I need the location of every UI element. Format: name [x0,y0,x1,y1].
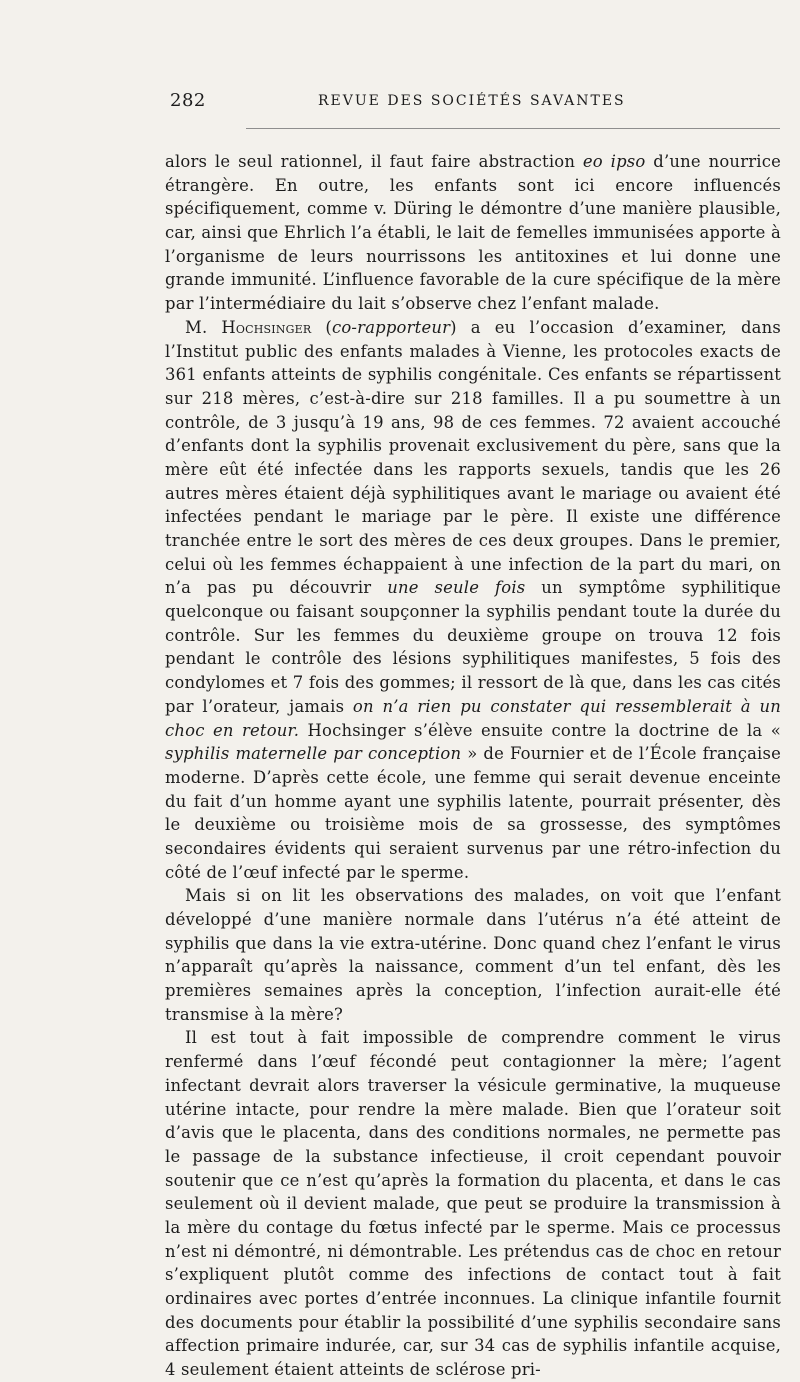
header-rule [246,128,780,129]
text-run: ) a eu l’occasion d’examiner, dans l’Institut public des enfants malades à Vienne, les protocoles exacts de 361 enfants atteints de syphilis congénitale. Ces enfants se répartissent sur 218 mères, c’est-à-dire sur 218 familles. Il a pu soumettre à un contrôle, de 3 jusqu’à 19 ans, 98 de ces femmes. 72 avaient accouché d’enfants dont la syphilis provenait exclusivement du père, sans que la mère eût été infectée dans les rapports sexuels, tandis que les 26 autres mères étaient déjà syphilitiques avant le mariage ou avaient été infectées pendant le mariage par le père. Il existe une différence tranchée entre le sort des mères de ces deux groupes. Dans le premier, celui où les femmes échappaient à une infection de la part du mari, on n’a pas pu découvrir [165,317,781,598]
running-head [170,90,780,116]
paragraph [165,150,781,316]
text-run: Hochsinger s’élève ensuite contre la doctrine de la « [299,720,781,740]
author-name: Hochsinger [221,317,312,337]
journal-title: REVUE DES SOCIÉTÉS SAVANTES [318,93,626,109]
paragraph [165,316,781,885]
paragraph [165,1026,781,1381]
paragraph [165,884,781,1026]
text-run: Il est tout à fait impossible de comprendre comment le virus renfermé dans l’œuf fécondé peut contagionner la mère; l’agent infectant devrait alors traverser la vésicule germinative, la muqueuse utérine intacte, pour rendre la mère malade. Bien que l’orateur soit d’avis que le placenta, dans des conditions normales, ne permette pas le passage de la substance infectieuse, il croit cependant pouvoir soutenir que ce n’est qu’après la formation du placenta, et dans le cas seulement où il devient malade, que peut se produire la transmission à la mère du contage du fœtus infecté par le sperme. Mais ce processus n’est ni démontré, ni démontrable. Les prétendus cas de choc en retour s’expliquent plutôt comme des infections de contact tout à fait ordinaires avec portes d’entrée inconnues. La clinique infantile fournit des documents pour établir la possibilité d’une syphilis secondaire sans affection primaire indurée, car, sur 34 cas de syphilis infantile acquise, 4 seulement étaient atteints de sclérose pri- [165,1028,781,1380]
text-run: Mais si on lit les observations des malades, on voit que l’enfant développé d’une manière normale dans l’utérus n’a été atteint de syphilis que dans la vie extra-utérine. Donc quand chez l’enfant le virus n’apparaît qu’après la naissance, comment d’un tel enfant, dès les premières semaines après la conception, l’infection aurait-elle été transmise à la mère? [165,886,781,1024]
text-run: M. [185,317,222,337]
text-run: ( [311,317,332,337]
text-run: d’une nourrice étrangère. En outre, les enfants sont ici encore influencés spécifiquement, comme v. Düring le démontre d’une manière plausible, car, ainsi que Ehrlich l’a établi, le lait de femelles immunisées apporte à l’organisme de leurs nourrissons les antitoxines et lui donne une grande immunité. L’influence favorable de la cure spécifique de la mère par l’intermédiaire du lait s’observe chez l’enfant malade. [165,152,781,314]
text-run: alors le seul rationnel, il faut faire abstraction [165,152,583,171]
italic-text: syphilis maternelle par conception [165,744,462,764]
text-run: » de Fournier et de l’École française moderne. D’après cette école, une femme qui serait devenue enceinte du fait d’un homme ayant une syphilis latente, pourrait présenter, dès le deuxième ou troisième mois de sa grossesse, des symptômes secondaires évidents qui seraient survenus par une rétro-infection du côté de l’œuf infecté par le sperme. [165,744,782,882]
text-run: un symptôme syphilitique quelconque ou faisant soupçonner la syphilis pendant toute la durée du contrôle. Sur les femmes du deuxième groupe on trouva 12 fois pendant le contrôle des lésions syphilitiques manifestes, 5 fois des condylomes et 7 fois des gommes; il ressort de là que, dans les cas cités par l’orateur, jamais [165,578,782,716]
body-text [165,150,781,1382]
page-number: 282 [170,90,206,111]
italic-text: une seule fois [387,578,526,598]
italic-text: co-rapporteur [331,317,451,337]
italic-text: on n’a rien pu constater qui ressemblerait à un choc en retour. [165,696,781,740]
italic-text: eo ipso [582,152,646,171]
